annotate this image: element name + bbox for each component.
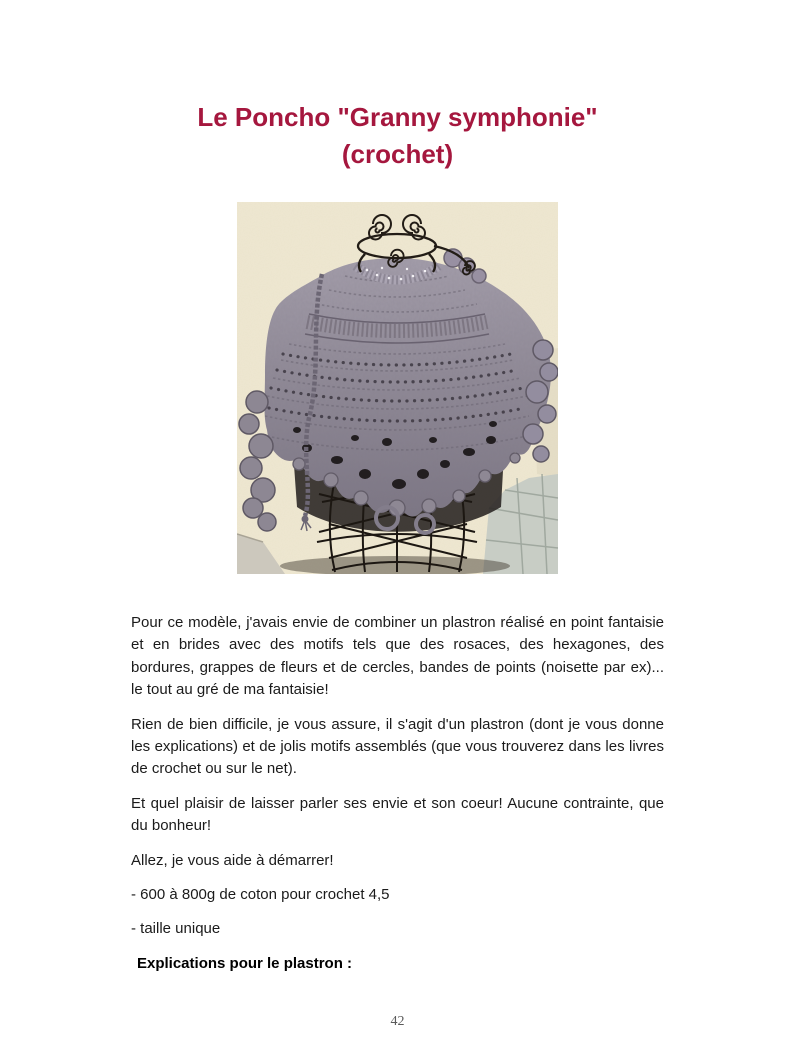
body-text (131, 612, 664, 987)
paragraph-start: Allez, je vous aide à démarrer! (131, 851, 334, 869)
page-number: 42 (390, 1014, 405, 1029)
page-title (0, 99, 795, 173)
section-heading: Explications pour le plastron : (137, 954, 353, 972)
poncho-photo (237, 202, 558, 574)
paragraph-difficulty: Rien de bien difficile, je vous assure, il s'agit d'un plastron (dont je vous donne les explications) et de jolis motifs assemblés (que vous trouverez dans les livres de crochet ou sur le net). (131, 715, 664, 778)
paragraph-intro: Pour ce modèle, j'avais envie de combiner un plastron réalisé en point fantaisie et en brides avec des motifs tels que des rosaces, des hexagones, des bordures, grappes de fleurs et de cercles, bandes de points (noisette par ex)... le tout au gré de ma fantaisie! (131, 614, 664, 699)
page-title-line1: Le Poncho "Granny symphonie" (197, 102, 598, 132)
material-item-cotton: - 600 à 800g de coton pour crochet 4,5 (131, 886, 390, 904)
material-item-size: - taille unique (131, 920, 221, 938)
paragraph-pleasure: Et quel plaisir de laisser parler ses envie et son coeur! Aucune contrainte, que du bonheur! (131, 794, 664, 835)
page-title-line2: (crochet) (341, 139, 454, 169)
